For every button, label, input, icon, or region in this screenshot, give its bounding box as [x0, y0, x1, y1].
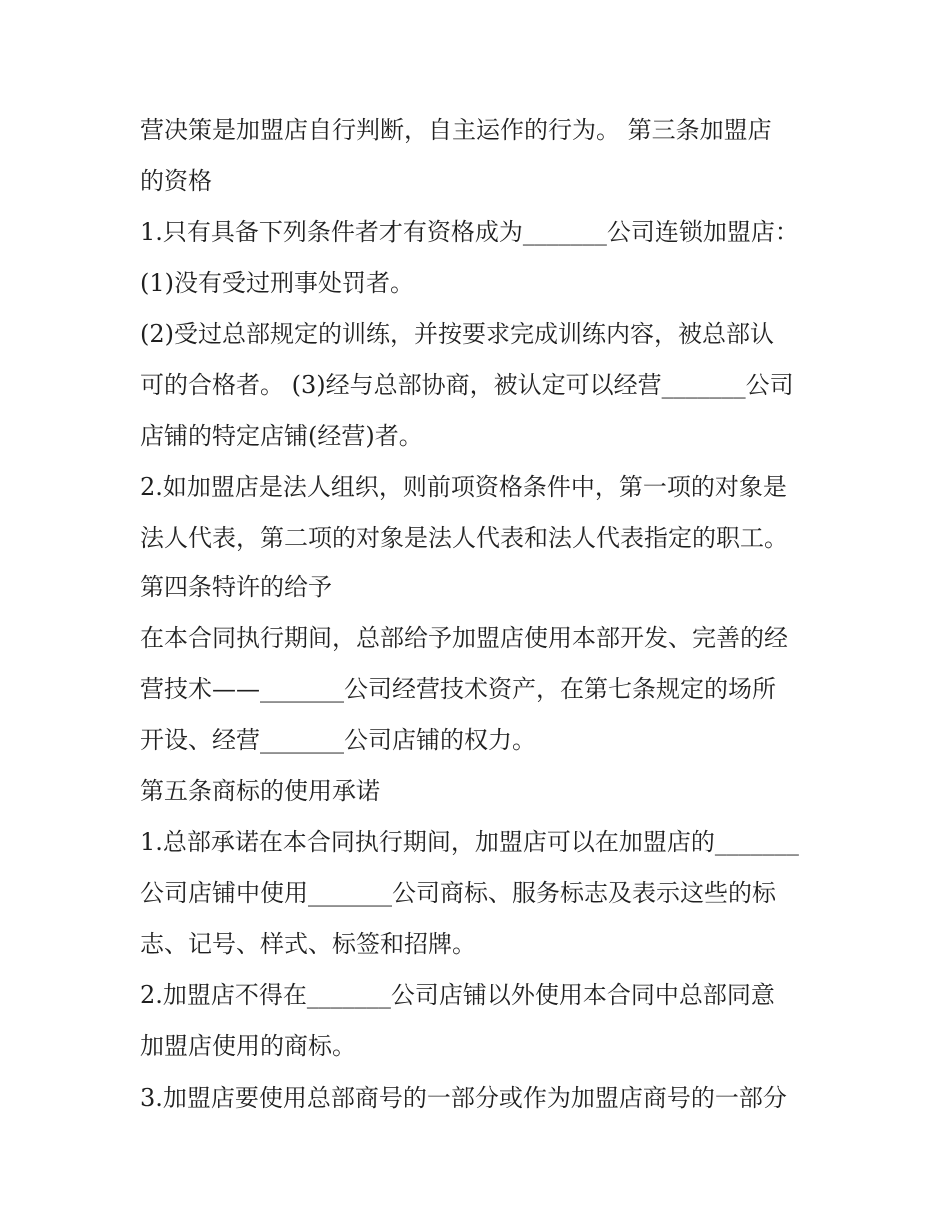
text-line: 志、记号、样式、标签和招牌。 — [140, 930, 476, 958]
text-line: 公司店铺中使用_______公司商标、服务标志及表示这些的标 — [140, 879, 776, 907]
text-line: 加盟店使用的商标。 — [140, 1032, 356, 1060]
text-line: 开设、经营_______公司店铺的权力。 — [140, 726, 536, 754]
text-line: 3.加盟店要使用总部商号的一部分或作为加盟店商号的一部分 — [140, 1084, 787, 1112]
text-line: (2)受过总部规定的训练，并按要求完成训练内容，被总部认 — [140, 320, 774, 348]
text-line: 1.只有具备下列条件者才有资格成为_______公司连锁加盟店： — [140, 218, 799, 246]
text-line: 的资格 — [140, 167, 212, 195]
text-line: 营技术——_______公司经营技术资产，在第七条规定的场所 — [140, 675, 776, 703]
text-line: 2.如加盟店是法人组织，则前项资格条件中，第一项的对象是 — [140, 473, 787, 501]
text-line: 可的合格者。 (3)经与总部协商，被认定可以经营_______公司 — [140, 371, 794, 399]
text-line: 在本合同执行期间，总部给予加盟店使用本部开发、完善的经 — [140, 624, 788, 652]
text-line: 营决策是加盟店自行判断，自主运作的行为。 第三条加盟店 — [140, 116, 772, 144]
text-line: 2.加盟店不得在_______公司店铺以外使用本合同中总部同意 — [140, 981, 775, 1009]
text-line: (1)没有受过刑事处罚者。 — [140, 269, 414, 297]
text-line: 法人代表，第二项的对象是法人代表和法人代表指定的职工。 — [140, 524, 788, 552]
text-line: 店铺的特定店铺(经营)者。 — [140, 422, 423, 450]
text-line: 1.总部承诺在本合同执行期间，加盟店可以在加盟店的_______ — [140, 828, 799, 856]
section-heading: 第五条商标的使用承诺 — [140, 777, 380, 805]
section-heading: 第四条特许的给予 — [140, 573, 332, 601]
